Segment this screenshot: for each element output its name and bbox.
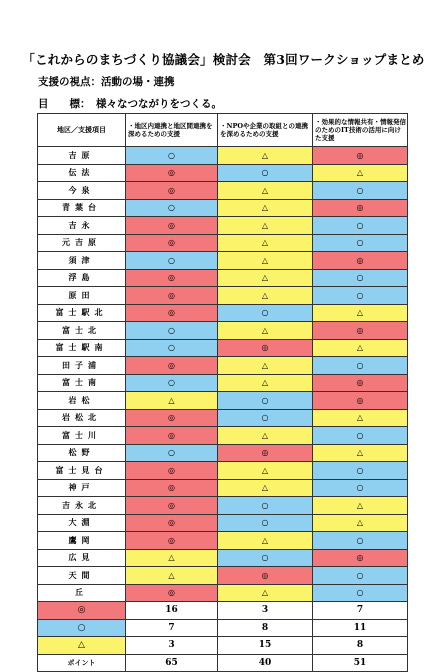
header-item-3: ・効果的な情報共有・情報発信のためのIT技術の活用に向けた支援 [313,114,408,147]
table-row [38,304,408,322]
rating-cell: ○ [313,567,408,585]
table-row [38,164,408,182]
rating-cell: ◎ [313,549,408,567]
rating-cell: △ [218,287,313,305]
rating-cell: △ [218,234,313,252]
rating-cell: ○ [126,444,218,462]
summary-count: 15 [218,637,313,655]
rating-cell: ○ [313,479,408,497]
rating-cell: ○ [313,427,408,445]
rating-cell: ○ [126,199,218,217]
rating-cell: △ [218,217,313,235]
table-row [38,392,408,410]
area-name: 原田 [38,287,126,305]
rating-cell: ○ [218,164,313,182]
table-row [38,199,408,217]
rating-cell: ◎ [126,497,218,515]
goal-value: 様々なつながりをつくる。 [96,98,222,110]
table-row [38,252,408,270]
viewpoint-line [38,74,175,89]
rating-cell: △ [313,339,408,357]
summary-count: 8 [313,637,408,655]
area-name: 広見 [38,549,126,567]
rating-cell: △ [126,567,218,585]
document-title: 「これからのまちづくり協議会」検討会 第3回ワークショップまとめ [22,52,425,67]
rating-cell: ○ [313,182,408,200]
rating-cell: △ [218,584,313,602]
rating-cell: ◎ [218,444,313,462]
rating-cell: ○ [126,252,218,270]
header-item-1: ・地区内連携と地区間連携を深めるための支援 [126,114,218,147]
rating-cell: ◎ [313,147,408,165]
table-row [38,427,408,445]
rating-cell: ○ [313,462,408,480]
rating-cell: ○ [218,304,313,322]
area-name: 岩松 [38,392,126,410]
rating-cell: △ [313,164,408,182]
rating-cell: ○ [313,269,408,287]
table-row [38,182,408,200]
rating-cell: △ [218,182,313,200]
header-item-2: ・NPOや企業の取組との連携を深めるための支援 [218,114,313,147]
area-name: 吉原 [38,147,126,165]
rating-cell: ◎ [126,164,218,182]
points-row [38,654,408,672]
points-value: 51 [313,654,408,672]
rating-cell: △ [126,549,218,567]
rating-cell: ◎ [313,199,408,217]
rating-cell: ○ [126,339,218,357]
rating-cell: ○ [313,287,408,305]
rating-cell: ◎ [313,374,408,392]
summary-row [38,602,408,620]
area-name: 吉永 [38,217,126,235]
rating-cell: △ [313,444,408,462]
table-row [38,269,408,287]
table-row [38,339,408,357]
table-row [38,462,408,480]
rating-cell: ○ [126,147,218,165]
area-name: 富士見台 [38,462,126,480]
rating-cell: ◎ [218,567,313,585]
area-name: 鷹岡 [38,532,126,550]
area-name: 浮島 [38,269,126,287]
area-name: 富士駅南 [38,339,126,357]
rating-cell: △ [218,532,313,550]
rating-cell: ◎ [126,409,218,427]
rating-cell: ○ [313,234,408,252]
table-body [38,147,408,672]
points-value: 65 [126,654,218,672]
rating-cell: △ [313,409,408,427]
rating-cell: ○ [218,549,313,567]
rating-cell: ○ [218,514,313,532]
rating-cell: ◎ [218,339,313,357]
rating-cell: △ [218,322,313,340]
rating-cell: ◎ [313,392,408,410]
points-label: ポイント [38,654,126,672]
area-name: 丘 [38,584,126,602]
area-name: 元吉原 [38,234,126,252]
summary-count: 3 [126,637,218,655]
rating-cell: △ [218,427,313,445]
table-row [38,217,408,235]
summary-count: 8 [218,619,313,637]
rating-cell: △ [218,374,313,392]
table-row [38,147,408,165]
rating-cell: ◎ [126,217,218,235]
rating-cell: △ [218,269,313,287]
goal-line [38,96,222,111]
table-row [38,444,408,462]
table-row [38,567,408,585]
summary-symbol: △ [38,637,126,655]
goal-label: 目 標： [38,98,91,110]
rating-cell: ◎ [126,182,218,200]
area-name: 大淵 [38,514,126,532]
rating-cell: △ [126,392,218,410]
table-row [38,549,408,567]
summary-count: 7 [313,602,408,620]
summary-count: 16 [126,602,218,620]
rating-cell: △ [313,304,408,322]
rating-cell: △ [218,147,313,165]
rating-cell: ◎ [126,427,218,445]
rating-cell: △ [218,479,313,497]
area-name: 青葉台 [38,199,126,217]
points-value: 40 [218,654,313,672]
summary-count: 7 [126,619,218,637]
summary-symbol: ○ [38,619,126,637]
table-row [38,514,408,532]
rating-cell: ◎ [126,514,218,532]
rating-cell: ◎ [126,462,218,480]
rating-cell: ○ [313,217,408,235]
area-name: 富士北 [38,322,126,340]
area-name: 富士南 [38,374,126,392]
viewpoint-value: 活動の場・連携 [101,76,175,88]
rating-cell: △ [313,497,408,515]
rating-cell: ○ [313,532,408,550]
rating-cell: ◎ [126,479,218,497]
area-name: 神戸 [38,479,126,497]
summary-count: 11 [313,619,408,637]
header-area: 地区／支援項目 [38,114,126,147]
rating-cell: △ [218,357,313,375]
table-row [38,322,408,340]
table-row [38,584,408,602]
rating-cell: ○ [126,374,218,392]
rating-cell: ◎ [126,532,218,550]
summary-symbol: ◎ [38,602,126,620]
table-row [38,374,408,392]
rating-cell: ○ [313,584,408,602]
table-row [38,234,408,252]
table-row [38,357,408,375]
area-name: 富士駅北 [38,304,126,322]
rating-cell: ○ [218,392,313,410]
table-header-row [38,114,408,147]
area-name: 須津 [38,252,126,270]
rating-cell: ○ [126,322,218,340]
summary-count: 3 [218,602,313,620]
rating-cell: △ [218,252,313,270]
workshop-summary-table [37,113,408,672]
summary-row [38,637,408,655]
rating-cell: △ [218,462,313,480]
table-row [38,497,408,515]
table-row [38,532,408,550]
rating-cell: ◎ [126,234,218,252]
area-name: 今泉 [38,182,126,200]
rating-cell: △ [218,199,313,217]
rating-cell: ◎ [313,252,408,270]
rating-cell: ◎ [313,322,408,340]
area-name: 富士川 [38,427,126,445]
area-name: 岩松北 [38,409,126,427]
table-row [38,479,408,497]
rating-cell: △ [313,514,408,532]
rating-cell: ◎ [126,357,218,375]
rating-cell: ◎ [126,269,218,287]
rating-cell: ◎ [126,584,218,602]
area-name: 天間 [38,567,126,585]
rating-cell: ○ [313,357,408,375]
area-name: 伝法 [38,164,126,182]
rating-cell: ◎ [126,287,218,305]
area-name: 吉永北 [38,497,126,515]
rating-cell: ○ [218,409,313,427]
summary-row [38,619,408,637]
area-name: 松野 [38,444,126,462]
table-row [38,287,408,305]
viewpoint-label: 支援の視点： [38,76,101,88]
rating-cell: ○ [218,497,313,515]
table-row [38,409,408,427]
rating-cell: ◎ [126,304,218,322]
area-name: 田子浦 [38,357,126,375]
